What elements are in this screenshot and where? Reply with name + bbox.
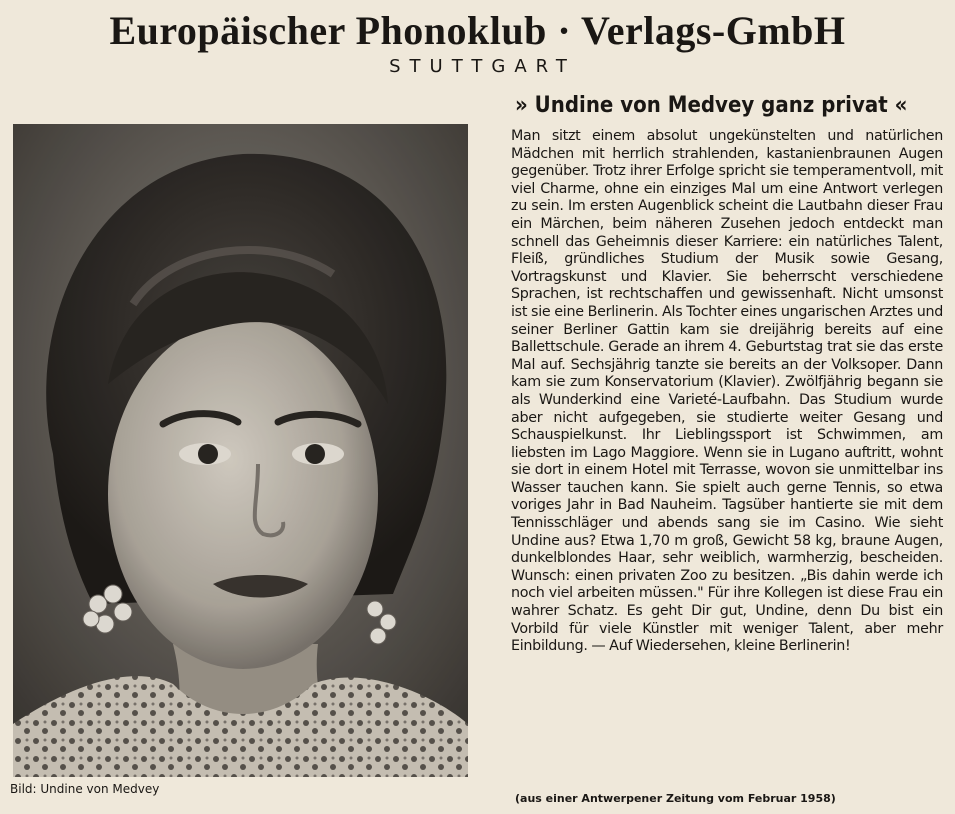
article-source: (aus einer Antwerpener Zeitung vom Februar 1958)	[515, 792, 836, 805]
photo-caption: Bild: Undine von Medvey	[10, 782, 160, 796]
portrait-photo	[13, 124, 468, 777]
article-headline: » Undine von Medvey ganz privat «	[515, 93, 908, 118]
portrait-illustration	[13, 124, 468, 777]
article	[511, 92, 943, 656]
masthead	[0, 8, 955, 77]
publisher-city: STUTTGART	[389, 56, 576, 77]
publisher-name: Europäischer Phonoklub · Verlags-GmbH	[109, 8, 846, 53]
article-body: Man sitzt einem absolut ungekünstelten und natürlichen Mädchen mit herrlich strahlenden, kastanienbraunen Augen gegenüber. Trotz ihrer Erfolge spricht sie temperamentvoll, mit viel Charme, ohne ein einziges Mal um eine Antwort verlegen zu sein. Im ersten Augenblick scheint die Lautbahn dieser Frau ein Märchen, beim näheren Zusehen jedoch entdeckt man schnell das Geheimnis dieser Karriere: ein natürliches Talent, Fleiß, gründliches Studium der Musik sowie Gesang, Vortragskunst und Klavier. Sie beherrscht verschiedene Sprachen, ist rechtschaffen und gewissenhaft. Nicht umsonst ist sie eine Berlinerin. Als Tochter eines ungarischen Arztes und seiner Berliner Gattin kam sie dreijährig bereits auf eine Ballettschule. Gerade an ihrem 4. Geburtstag trat sie das erste Mal auf. Sechsjährig tanzte sie bereits an der Volksoper. Dann kam sie zum Konservatorium (Klavier). Zwölfjährig begann sie als Wunderkind eine Varieté-Laufbahn. Das Studium wurde aber nicht aufgegeben, sie studierte weiter Gesang und Schauspielkunst. Ihr Lieblingssport ist Schwimmen, am liebsten im Lago Maggiore. Wenn sie in Lugano auftritt, wohnt sie dort in einem Hotel mit Terrasse, wovon sie unmittelbar ins Wasser tauchen kann. Sie spielt auch gerne Tennis, so etwa voriges Jahr in Bad Nauheim. Tagsüber hantierte sie mit dem Tennisschläger und abends sang sie im Casino. Wie sieht Undine aus? Etwa 1,70 m groß, Gewicht 58 kg, braune Augen, dunkelblondes Haar, sehr weiblich, warmherzig, bescheiden. Wunsch: einen privaten Zoo zu besitzen. „Bis dahin werde ich noch viel arbeiten müssen." Für ihre Kollegen ist diese Frau ein wahrer Schatz. Es geht Dir gut, Undine, denn Du bist ein Vorbild für viele Künstler mit weniger Talent, aber mehr Einbildung. — Auf Wiedersehen, kleine Berlinerin!	[511, 128, 943, 655]
